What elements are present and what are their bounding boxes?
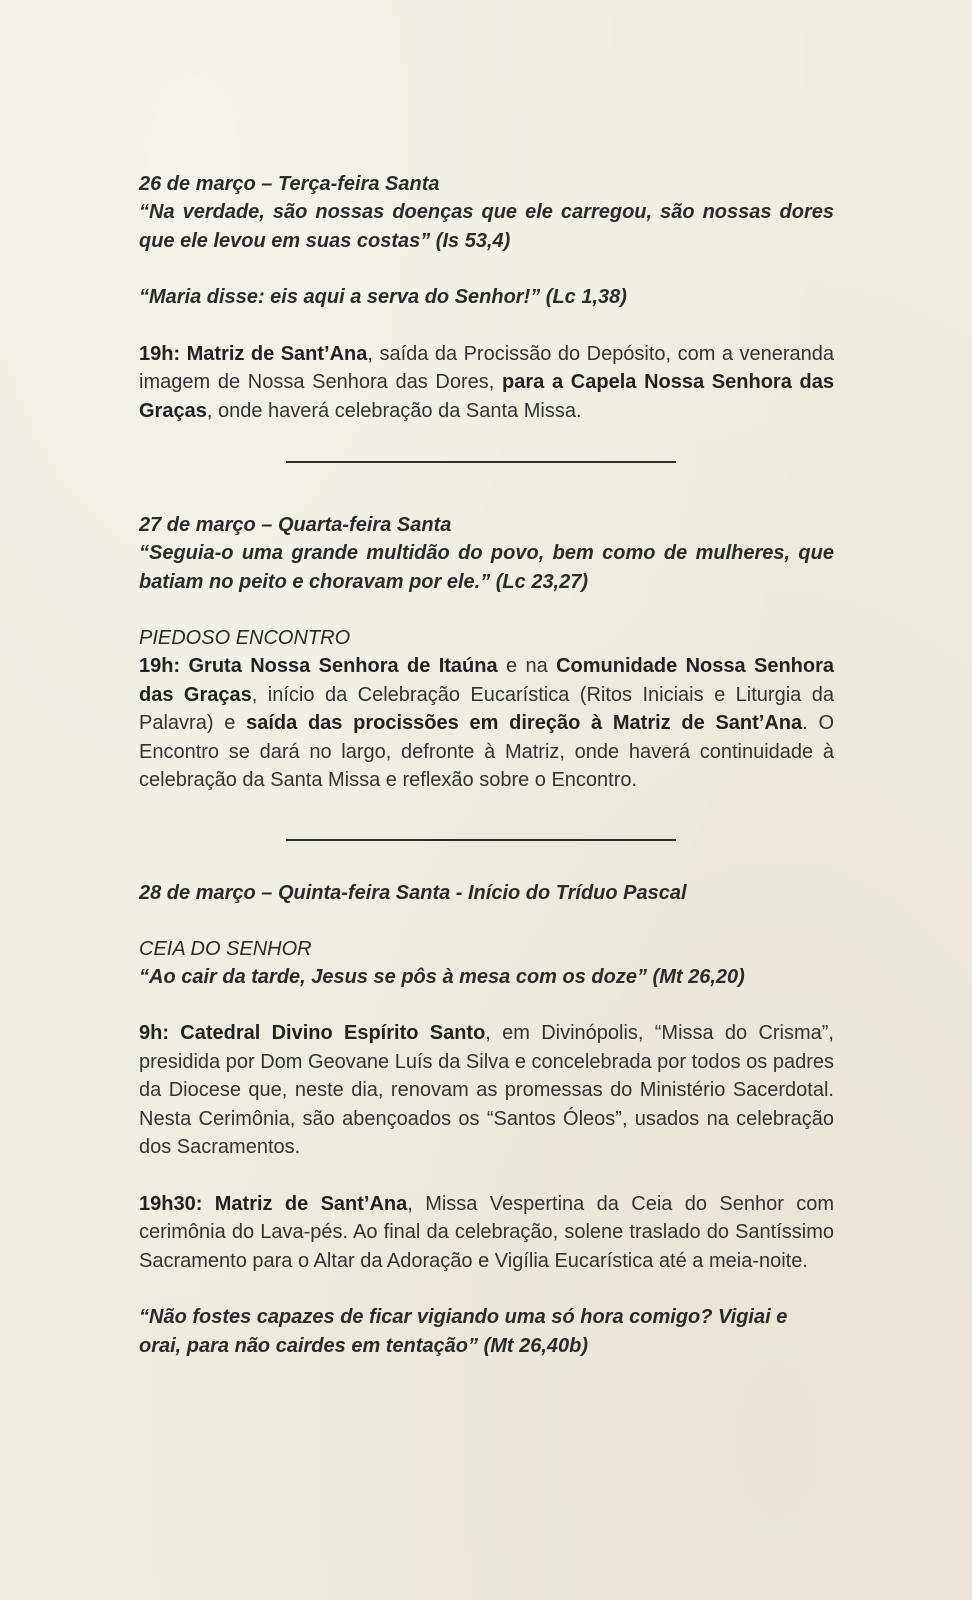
event-place-2: Comunidade Nossa Senhora das Graças [139,655,834,706]
section-quote: “Ao cair da tarde, Jesus se pôs à mesa com os doze” (Mt 26,20) [139,965,745,988]
section-heading: PIEDOSO ENCONTRO [139,627,351,649]
day-section-26 [139,170,834,425]
event-place: Matriz de Sant’Ana [186,342,368,365]
section-date: 28 de março – Quinta-feira Santa - Início do Tríduo Pascal [139,881,687,904]
section-date: 27 de março – Quarta-feira Santa [139,514,452,536]
event-text: . O Encontro se dará no largo, defronte à Matriz, onde haverá continuidade à celebração da Santa Missa e reflexão sobre o Encontro. [139,712,835,791]
event-place: Catedral Divino Espírito Santo [180,1022,486,1044]
event-time: 19h: [139,342,181,365]
event-time: 19h30: [139,1192,203,1215]
event-text: , Missa Vespertina da Ceia do Senhor com cerimônia do Lava-pés. Ao final da celebração, solene traslado do Santíssimo Sacramento para o Altar da Adoração e Vigília Eucarística até a meia-noite. [139,1192,835,1272]
closing-quote: “Não fostes capazes de ficar vigiando uma só hora comigo? Vigiai e orai, para não cairdes em tentação” (Mt 26,40b) [139,1306,788,1357]
event-paragraph [139,1019,834,1162]
event-paragraph [139,340,834,426]
event-time: 9h: [139,1022,169,1044]
event-text: , início da Celebração Eucarística (Ritos Iniciais e Liturgia da Palavra) e [139,683,834,734]
section-date: 26 de março – Terça-feira Santa [139,173,440,195]
event-place: Gruta Nossa Senhora de Itaúna [188,655,498,677]
day-section-27 [139,511,834,795]
schedule-content [139,170,834,1360]
section-quote: “Seguia-o uma grande multidão do povo, bem como de mulheres, que batiam no peito e choravam por ele.” (Lc 23,27) [139,542,834,593]
event-time: 19h: [139,655,181,677]
event-text: , onde haverá celebração da Santa Missa. [206,399,582,422]
section-quote: “Na verdade, são nossas doenças que ele carregou, são nossas dores que ele levou em suas costas” (Is 53,4) [139,201,834,252]
event-text: , saída da Procissão do Depósito, com a veneranda imagem de Nossa Senhora das Dores, [139,342,834,393]
section-quote-2: “Maria disse: eis aqui a serva do Senhor!” (Lc 1,38) [139,286,627,308]
event-text: , em Divinópolis, “Missa do Crisma”, presidida por Dom Geovane Luís da Silva e concelebrada por todos os padres da Diocese que, neste dia, renovam as promessas do Ministério Sacerdotal. Nesta Cerimônia, são abençoados os “Santos Óleos”, usados na celebração dos Sacramentos. [139,1022,834,1158]
event-procession: saída das procissões em direção à Matriz de Sant’Ana [246,712,803,734]
event-place: Matriz de Sant’Ana [214,1192,408,1215]
section-heading: CEIA DO SENHOR [139,937,312,960]
event-paragraph [139,652,834,795]
event-destination: para a Capela Nossa Senhora das Graças [139,371,834,422]
event-paragraph-2 [139,1190,834,1276]
event-text: e na [497,655,557,677]
day-section-28 [139,879,834,1361]
